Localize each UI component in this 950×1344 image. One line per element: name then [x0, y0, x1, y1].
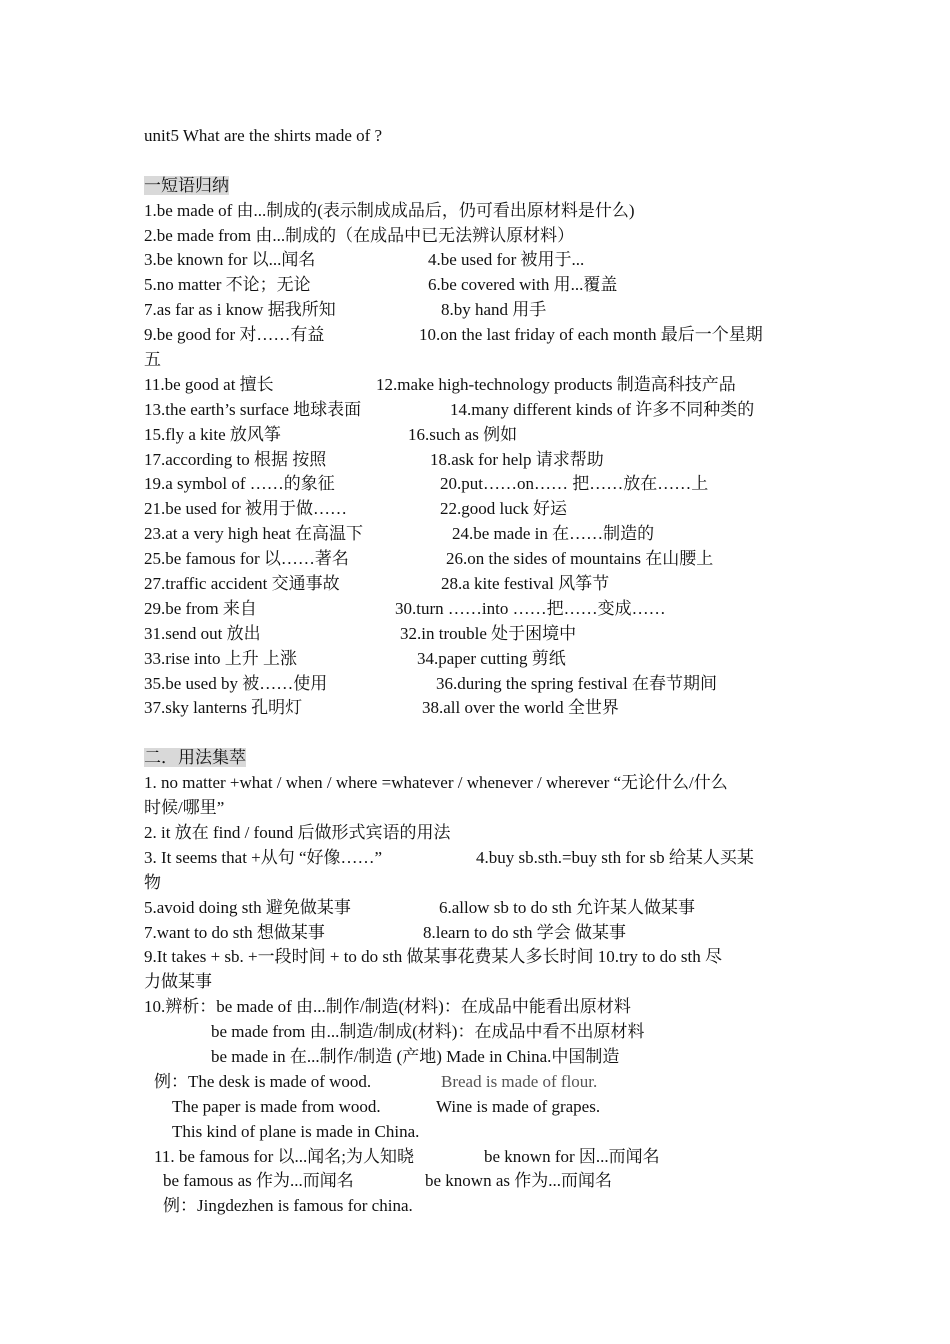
- usage-line: [144, 821, 814, 846]
- phrase-line: [144, 224, 814, 249]
- usage-line: [144, 970, 814, 995]
- usage-text: 力做某事: [144, 972, 212, 992]
- phrase-line: [144, 622, 814, 647]
- usage-text: 物: [144, 872, 161, 892]
- phrase-line: [144, 298, 814, 323]
- phrase-text: 5.no matter 不论；无论: [144, 275, 311, 295]
- usage-line: [144, 1145, 814, 1170]
- section2-heading-text: 二．用法集萃: [144, 748, 246, 768]
- phrase-text: 2.be made from 由...制成的（在成品中已无法辨认原材料）: [144, 225, 575, 245]
- phrase-line: [144, 672, 814, 697]
- phrase-text: 15.fly a kite 放风筝: [144, 424, 281, 444]
- usage-line: [144, 1194, 814, 1219]
- usage-text: 例：The desk is made of wood.: [154, 1071, 372, 1091]
- usage-line: [144, 1095, 814, 1120]
- section1-heading-text: 一短语归纳: [144, 175, 229, 195]
- phrase-line: [144, 423, 814, 448]
- phrase-text: 11.be good at 擅长: [144, 374, 274, 394]
- phrase-text: 21.be used for 被用于做……: [144, 499, 348, 519]
- phrase-line: [144, 572, 814, 597]
- phrase-line: [144, 199, 814, 224]
- phrase-text-right: 34.paper cutting 剪纸: [417, 648, 566, 668]
- usage-text: 9.It takes + sb. +一段时间 + to do sth 做某事花费某人多长时间 10.try to do sth 尽: [144, 947, 722, 967]
- usage-line: [144, 871, 814, 896]
- phrase-text-right: 26.on the sides of mountains 在山腰上: [446, 549, 714, 569]
- usage-line: [144, 846, 814, 871]
- usage-text: 3. It seems that +从句 “好像……”: [144, 847, 383, 867]
- usage-line: [144, 896, 814, 921]
- phrase-text-right: 6.be covered with 用...覆盖: [428, 275, 618, 295]
- usage-line: [144, 771, 814, 796]
- phrase-text: 17.according to 根据 按照: [144, 449, 327, 469]
- document-page: [144, 124, 814, 1219]
- usage-text: be made from 由...制造/制成(材料)：在成品中看不出原材料: [211, 1022, 645, 1042]
- phrase-line: [144, 373, 814, 398]
- phrase-text: 19.a symbol of ……的象征: [144, 474, 335, 494]
- usage-text-right: 6.allow sb to do sth 允许某人做某事: [439, 897, 695, 917]
- phrase-line: [144, 348, 814, 373]
- usage-line: [144, 1070, 814, 1095]
- phrase-text: 3.be known for 以...闻名: [144, 250, 316, 270]
- phrase-text-right: 28.a kite festival 风筝节: [441, 574, 610, 594]
- section1-heading: [144, 174, 814, 199]
- phrase-text-right: 24.be made in 在……制造的: [452, 524, 655, 544]
- phrase-text: 9.be good for 对……有益: [144, 325, 325, 345]
- phrase-text-right: 16.such as 例如: [408, 424, 518, 444]
- usage-text: 11. be famous for 以...闻名;为人知晓: [154, 1146, 415, 1166]
- phrase-line: [144, 398, 814, 423]
- phrase-text-right: 10.on the last friday of each month 最后一个星期: [419, 325, 763, 345]
- phrase-text-right: 36.during the spring festival 在春节期间: [436, 673, 717, 693]
- phrase-text: 1.be made of 由...制成的(表示制成成品后，仍可看出原材料是什么): [144, 200, 635, 220]
- usage-text-right: be known for 因...而闻名: [484, 1146, 660, 1166]
- usage-list: [144, 771, 814, 1219]
- usage-line: [144, 1020, 814, 1045]
- usage-text: be made in 在...制作/制造 (产地) Made in China.中国制造: [211, 1046, 620, 1066]
- phrase-line: [144, 547, 814, 572]
- phrase-text-right: 20.put……on…… 把……放在……上: [440, 474, 709, 494]
- usage-text-right: be known as 作为...而闻名: [425, 1171, 612, 1191]
- phrase-text-right: 38.all over the world 全世界: [422, 698, 619, 718]
- phrase-line: [144, 323, 814, 348]
- usage-line: [144, 796, 814, 821]
- phrase-text: 五: [144, 350, 161, 370]
- usage-line: [144, 1045, 814, 1070]
- phrase-line: [144, 522, 814, 547]
- usage-text: be famous as 作为...而闻名: [163, 1171, 354, 1191]
- phrase-line: [144, 597, 814, 622]
- phrase-text-right: 12.make high-technology products 制造高科技产品: [376, 374, 736, 394]
- phrase-line: [144, 448, 814, 473]
- document-title: unit5 What are the shirts made of ?: [144, 126, 383, 145]
- usage-text: 2. it 放在 find / found 后做形式宾语的用法: [144, 822, 451, 842]
- usage-line: [144, 995, 814, 1020]
- phrase-text-right: 30.turn ……into ……把……变成……: [395, 598, 666, 618]
- usage-text: 时候/哪里”: [144, 798, 225, 818]
- usage-text-right: 4.buy sb.sth.=buy sth for sb 给某人买某: [476, 847, 754, 867]
- phrase-line: [144, 497, 814, 522]
- phrase-text: 13.the earth’s surface 地球表面: [144, 399, 362, 419]
- phrase-line: [144, 647, 814, 672]
- section2-heading: [144, 746, 814, 771]
- phrase-line: [144, 273, 814, 298]
- usage-line: [144, 921, 814, 946]
- phrase-text-right: 14.many different kinds of 许多不同种类的: [450, 399, 755, 419]
- phrase-text-right: 18.ask for help 请求帮助: [430, 449, 604, 469]
- phrase-text: 7.as far as i know 据我所知: [144, 300, 336, 320]
- usage-text: 5.avoid doing sth 避免做某事: [144, 897, 351, 917]
- phrase-text-right: 8.by hand 用手: [441, 300, 547, 320]
- phrase-text: 33.rise into 上升 上涨: [144, 648, 297, 668]
- usage-text: 例：Jingdezhen is famous for china.: [163, 1196, 413, 1216]
- usage-line: [144, 1120, 814, 1145]
- usage-text-right: Wine is made of grapes.: [436, 1096, 601, 1116]
- phrase-text: 25.be famous for 以……著名: [144, 549, 349, 569]
- usage-text: 10.辨析：be made of 由...制作/制造(材料)：在成品中能看出原材料: [144, 997, 631, 1017]
- phrase-text: 31.send out 放出: [144, 623, 261, 643]
- phrase-text: 27.traffic accident 交通事故: [144, 574, 340, 594]
- phrase-text-right: 32.in trouble 处于困境中: [400, 623, 577, 643]
- usage-line: [144, 945, 814, 970]
- phrase-text: 37.sky lanterns 孔明灯: [144, 698, 303, 718]
- phrase-text-right: 22.good luck 好运: [440, 499, 568, 519]
- usage-text: This kind of plane is made in China.: [172, 1121, 420, 1141]
- phrase-text: 23.at a very high heat 在高温下: [144, 524, 364, 544]
- phrase-text: 35.be used by 被……使用: [144, 673, 328, 693]
- phrase-text-right: 4.be used for 被用于...: [428, 250, 585, 270]
- usage-line: [144, 1169, 814, 1194]
- phrase-line: [144, 696, 814, 721]
- phrase-list: [144, 199, 814, 722]
- usage-text-right: Bread is made of flour.: [441, 1071, 598, 1091]
- phrase-line: [144, 472, 814, 497]
- phrase-line: [144, 248, 814, 273]
- usage-text: The paper is made from wood.: [172, 1096, 381, 1116]
- usage-text: 1. no matter +what / when / where =whatever / whenever / wherever “无论什么/什么: [144, 773, 728, 793]
- phrase-text: 29.be from 来自: [144, 598, 257, 618]
- usage-text: 7.want to do sth 想做某事: [144, 922, 325, 942]
- usage-text-right: 8.learn to do sth 学会 做某事: [423, 922, 627, 942]
